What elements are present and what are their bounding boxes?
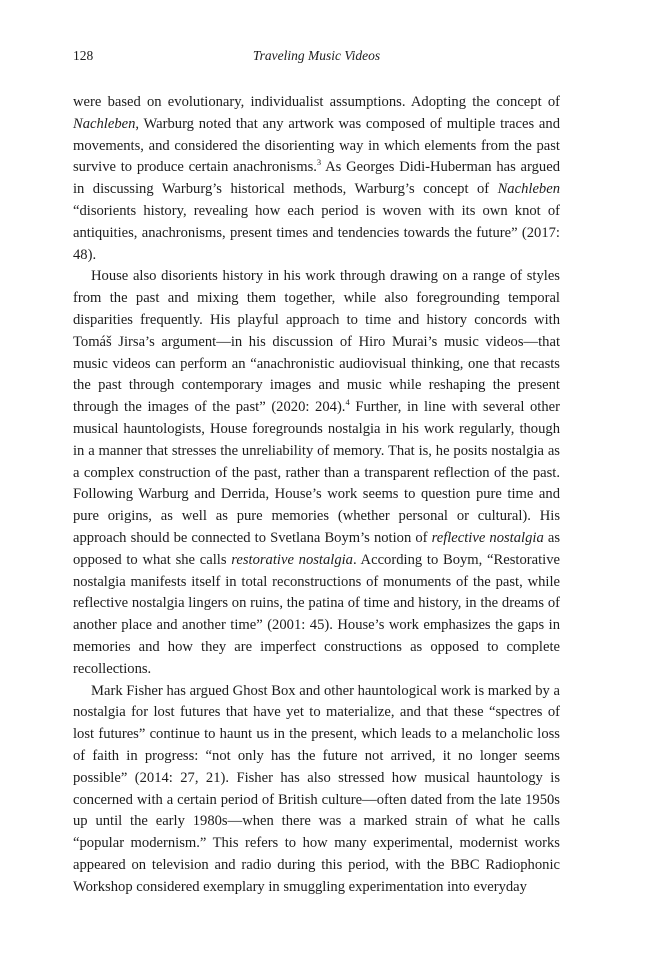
text-run: were based on evolutionary, individualist assumptions. Adopting the concept of <box>73 94 560 110</box>
paragraph <box>73 266 560 680</box>
running-title: Traveling Music Videos <box>252 48 381 63</box>
text-run: , Warburg noted that any artwork was composed of multiple traces and movements, and considered the disorienting way in which elements from the past survive to produce certain anachronisms. <box>73 115 560 176</box>
text-run: As Georges Didi-Huberman has argued in discussing Warburg’s historical methods, Warburg’s concept of <box>73 159 560 198</box>
italic-text: reflective nostalgia <box>431 529 544 546</box>
book-page <box>73 44 560 898</box>
text-run: . According to Boym, “Restorative nostalgia manifests itself in total reconstructions of monuments of the past, while reflective nostalgia lingers on ruins, the patina of time and history, in the dreams of another place and another time” (2001: 45). House’s work emphasizes the gaps in memories and how they are imperfect constructions as opposed to complete recollections. <box>73 551 560 677</box>
paragraph <box>73 92 560 266</box>
footnote-marker: 3 <box>316 157 322 168</box>
italic-text: Nachleben <box>497 181 560 198</box>
text-run: “disorients history, revealing how each period is woven with its own knot of antiquities, anachronisms, present times and tendencies towards the future” (2017: 48). <box>73 202 560 263</box>
text-run: House also disorients history in his work through drawing on a range of styles from the past and mixing them together, while also foregrounding temporal disparities frequently. His playful approach to time and history concords with Tomáš Jirsa’s argument—in his discussion of Hiro Murai’s music videos—that music videos can perform an “anachronistic audiovisual thinking, one that recasts the past through contemporary images and music while reshaping the present through the images of the past” (2020: 204). <box>73 268 560 416</box>
page-number: 128 <box>73 48 94 63</box>
text-run: as opposed to what she calls <box>73 529 560 568</box>
paragraph <box>73 681 560 899</box>
running-head <box>73 44 560 68</box>
text-run: Further, in line with several other musical hauntologists, House foregrounds nostalgia in his work regularly, though in a manner that stresses the unreliability of memory. That is, he posits nostalgia as a complex construction of the past, rather than a transparent reflection of the past. Following Warburg and Derrida, House’s work seems to question pure time and pure origins, as well as pure memories (whether personal or cultural). His approach should be connected to Svetlana Boym’s notion of <box>73 399 560 546</box>
text-run: Mark Fisher has argued Ghost Box and other hauntological work is marked by a nostalgia for lost futures that have yet to materialize, and that these “spectres of lost futures” continue to haunt us in the present, which leads to a melancholic loss of faith in progress: “not only has the future not arrived, it no longer seems possible” (2014: 27, 21). Fisher has also stressed how musical hauntology is concerned with a certain period of British culture—often dated from the late 1950s up until the early 1980s—when there was a marked strain of what he calls “popular modernism.” This refers to how many experimental, modernist works appeared on television and radio during this period, with the BBC Radiophonic Workshop considered exemplary in smuggling experimentation into everyday <box>73 682 560 895</box>
italic-text: restorative nostalgia <box>231 551 353 568</box>
italic-text: Nachleben <box>73 115 136 132</box>
footnote-marker: 4 <box>345 397 350 408</box>
body-text <box>73 92 560 898</box>
